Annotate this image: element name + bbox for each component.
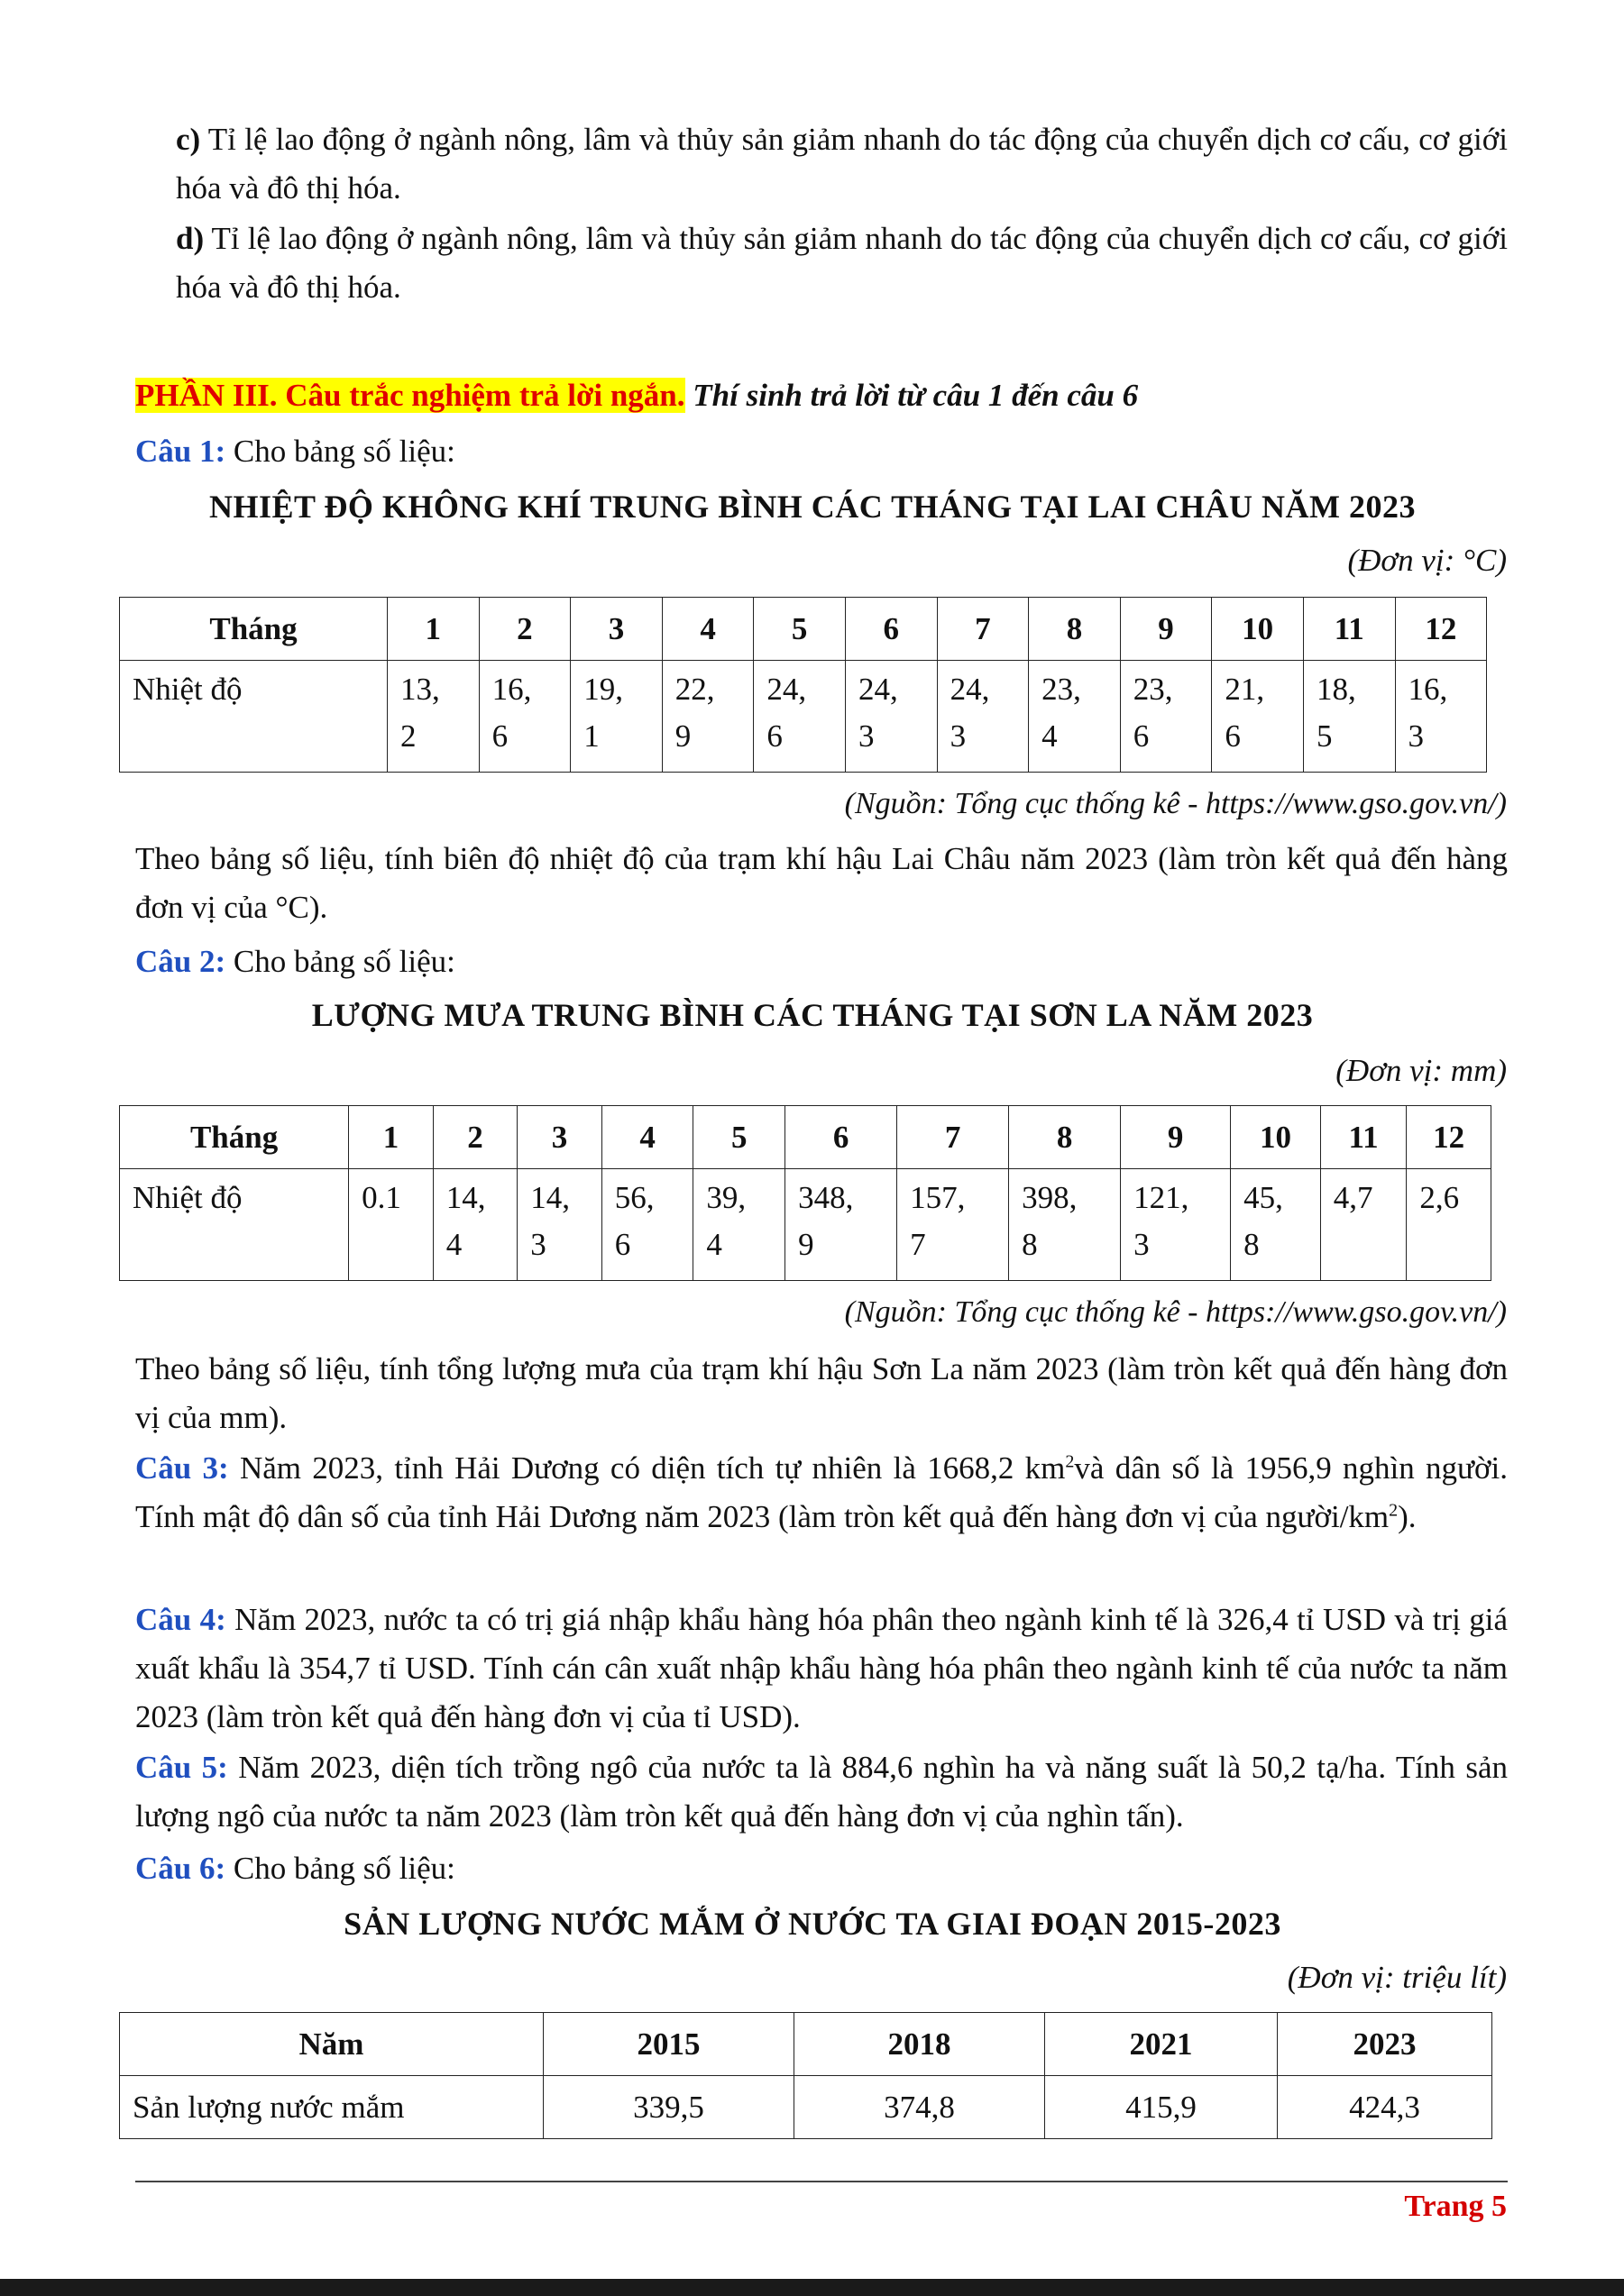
table-3-unit: (Đơn vị: triệu lít) [1287,1960,1507,1995]
table-header-cell: 10 [1231,1106,1321,1169]
section-note: Thí sinh trả lời từ câu 1 đến câu 6 [684,378,1139,413]
table-cell: 24, 6 [754,661,846,773]
table-row [120,598,1487,661]
table-header-cell: Năm [120,2013,544,2076]
table-header-cell: 2021 [1045,2013,1278,2076]
question-1-intro [135,427,1508,476]
question-text: Năm 2023, diện tích trồng ngô của nước ta là 884,6 nghìn ha và năng suất là 50,2 tạ/ha. Tính sản lượng ngô của nước ta năm 2023 (làm tròn kết quả đến hàng đơn vị của nghìn tấn). [135,1750,1508,1834]
table-row [120,1169,1491,1281]
table-header-cell: 2 [433,1106,518,1169]
table-cell: 374,8 [794,2076,1045,2139]
table-cell: 56, 6 [601,1169,693,1281]
superscript: 2 [1389,1500,1399,1521]
table-header-cell: 2023 [1278,2013,1492,2076]
table-1-source: (Nguồn: Tổng cục thống kê - https://www.gso.gov.vn/) [844,787,1507,820]
question-text: ). [1398,1499,1417,1534]
question-label: Câu 3: [135,1450,229,1486]
bottom-edge-bar [0,2279,1624,2296]
table-header-cell: 2018 [794,2013,1045,2076]
question-intro: Cho bảng số liệu: [225,944,455,979]
table-header-cell: 6 [845,598,937,661]
question-label: Câu 5: [135,1750,228,1785]
question-label: Câu 1: [135,434,226,469]
table-3 [119,2012,1492,2139]
superscript: 2 [1065,1451,1075,1472]
statement-text: Tỉ lệ lao động ở ngành nông, lâm và thủy sản giảm nhanh do tác động của chuyển dịch cơ cấu, cơ giới hóa và đô thị hóa. [176,122,1508,206]
table-cell: 14, 3 [518,1169,602,1281]
footer-divider [135,2181,1508,2182]
statement-c [176,115,1508,213]
table-cell: 339,5 [544,2076,794,2139]
question-label: Câu 6: [135,1851,226,1886]
table-header-cell: 12 [1395,598,1487,661]
question-2-text: Theo bảng số liệu, tính tổng lượng mưa của trạm khí hậu Sơn La năm 2023 (làm tròn kết quả đến hàng đơn vị của mm). [135,1351,1508,1435]
table-row-label: Nhiệt độ [120,661,388,773]
statement-d [176,215,1508,312]
question-intro: Cho bảng số liệu: [225,1851,455,1886]
table-header-cell: 11 [1303,598,1395,661]
table-cell: 0.1 [349,1169,434,1281]
table-header-cell: 8 [1029,598,1121,661]
table-cell: 16, 6 [479,661,571,773]
table-header-cell: 2 [479,598,571,661]
table-header-cell: 1 [349,1106,434,1169]
table-2-unit: (Đơn vị: mm) [1335,1053,1507,1088]
table-cell: 21, 6 [1212,661,1304,773]
table-header-cell: 9 [1121,1106,1231,1169]
table-1-title: NHIỆT ĐỘ KHÔNG KHÍ TRUNG BÌNH CÁC THÁNG TẠI LAI CHÂU NĂM 2023 [209,489,1416,525]
table-header-cell: 11 [1320,1106,1407,1169]
table-cell: 23, 4 [1029,661,1121,773]
table-header-cell: 5 [754,598,846,661]
table-cell: 24, 3 [937,661,1029,773]
table-row [120,2076,1492,2139]
table-header-cell: 7 [897,1106,1009,1169]
table-header-cell: 8 [1009,1106,1121,1169]
question-5 [135,1743,1508,1841]
table-cell: 14, 4 [433,1169,518,1281]
table-cell: 39, 4 [693,1169,785,1281]
table-cell: 157, 7 [897,1169,1009,1281]
table-cell: 13, 2 [388,661,480,773]
question-2-intro [135,938,1508,986]
question-4 [135,1596,1508,1742]
table-cell: 2,6 [1407,1169,1491,1281]
table-cell: 19, 1 [571,661,663,773]
table-cell: 16, 3 [1395,661,1487,773]
table-row [120,661,1487,773]
table-header-cell: 10 [1212,598,1304,661]
section-heading [135,373,1138,418]
table-3-title: SẢN LƯỢNG NƯỚC MẮM Ở NƯỚC TA GIAI ĐOẠN 2015-2023 [344,1906,1281,1942]
question-intro: Cho bảng số liệu: [225,434,455,469]
question-1-text: Theo bảng số liệu, tính biên độ nhiệt độ của trạm khí hậu Lai Châu năm 2023 (làm tròn kết quả đến hàng đơn vị của °C). [135,841,1508,925]
question-text: Năm 2023, nước ta có trị giá nhập khẩu hàng hóa phân theo ngành kinh tế là 326,4 tỉ USD và trị giá xuất khẩu là 354,7 tỉ USD. Tính cán cân xuất nhập khẩu hàng hóa phân theo ngành kinh tế của nước ta năm 2023 (làm tròn kết quả đến hàng đơn vị của tỉ USD). [135,1602,1508,1734]
table-row [120,1106,1491,1169]
table-header-cell: 5 [693,1106,785,1169]
table-cell: 45, 8 [1231,1169,1321,1281]
table-cell: 23, 6 [1120,661,1212,773]
table-header-cell: 3 [518,1106,602,1169]
table-1 [119,597,1487,773]
table-cell: 4,7 [1320,1169,1407,1281]
table-header-cell: 4 [601,1106,693,1169]
table-header-cell: 12 [1407,1106,1491,1169]
table-cell: 24, 3 [845,661,937,773]
table-cell: 398, 8 [1009,1169,1121,1281]
table-cell: 348, 9 [785,1169,897,1281]
table-2-title: LƯỢNG MƯA TRUNG BÌNH CÁC THÁNG TẠI SƠN LA NĂM 2023 [311,997,1314,1033]
table-header-cell: 9 [1120,598,1212,661]
table-header-cell: 7 [937,598,1029,661]
table-row-label: Nhiệt độ [120,1169,349,1281]
table-header-cell: Tháng [120,1106,349,1169]
table-cell: 22, 9 [662,661,754,773]
table-row [120,2013,1492,2076]
statement-label: d) [176,221,205,256]
table-2 [119,1105,1491,1281]
table-cell: 424,3 [1278,2076,1492,2139]
table-1-unit: (Đơn vị: °C) [1347,543,1507,578]
question-text: Năm 2023, tỉnh Hải Dương có diện tích tự nhiên là 1668,2 km [228,1450,1066,1486]
statement-text: Tỉ lệ lao động ở ngành nông, lâm và thủy sản giảm nhanh do tác động của chuyển dịch cơ cấu, cơ giới hóa và đô thị hóa. [176,221,1508,305]
statement-label: c) [176,122,201,157]
table-cell: 121, 3 [1121,1169,1231,1281]
table-header-cell: 4 [662,598,754,661]
question-3 [135,1444,1508,1541]
table-header-cell: 6 [785,1106,897,1169]
table-header-cell: Tháng [120,598,388,661]
question-label: Câu 2: [135,944,226,979]
question-6-intro [135,1844,1508,1893]
page-number: Trang 5 [1404,2190,1507,2223]
table-header-cell: 1 [388,598,480,661]
table-header-cell: 3 [571,598,663,661]
table-cell: 18, 5 [1303,661,1395,773]
table-row-label: Sản lượng nước mắm [120,2076,544,2139]
table-header-cell: 2015 [544,2013,794,2076]
table-cell: 415,9 [1045,2076,1278,2139]
section-title: PHẦN III. Câu trắc nghiệm trả lời ngắn. [135,378,685,413]
question-text: và dân số là 1956,9 nghìn người. Tính mật độ dân số của tỉnh Hải Dương năm 2023 (làm tròn kết quả đến hàng đơn vị của người/km [135,1450,1509,1534]
table-2-source: (Nguồn: Tổng cục thống kê - https://www.gso.gov.vn/) [844,1295,1507,1329]
question-label: Câu 4: [135,1602,226,1637]
